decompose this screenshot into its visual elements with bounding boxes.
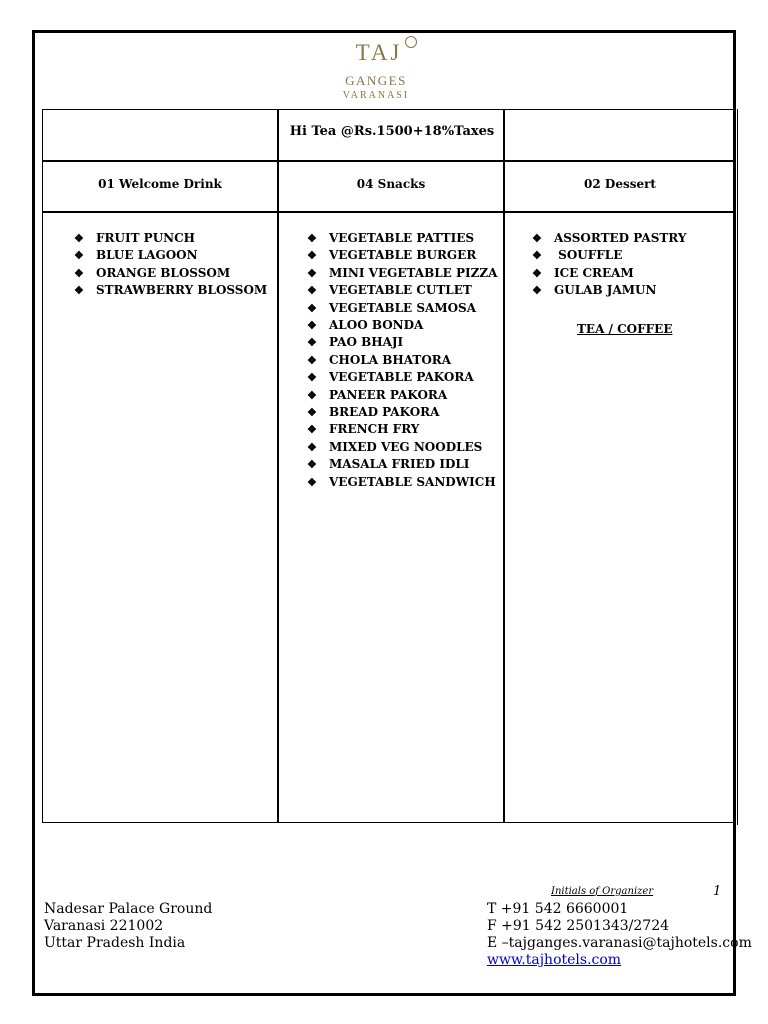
logo-line2: VARANASI: [342, 90, 410, 101]
diamond-bullet-icon: ❖: [74, 249, 84, 263]
address-line: Varanasi 221002: [44, 918, 164, 934]
diamond-bullet-icon: ❖: [307, 406, 317, 420]
diamond-bullet-icon: ❖: [307, 388, 317, 402]
snack-list: [307, 230, 497, 491]
menu-item: [307, 230, 497, 247]
menu-item: [307, 404, 497, 421]
diamond-bullet-icon: ❖: [307, 301, 317, 315]
menu-item-label: BREAD PAKORA: [329, 405, 440, 420]
logo-line1: GANGES: [345, 73, 407, 88]
column-divider: [277, 110, 279, 822]
column-header-dessert: 02 Dessert: [584, 177, 656, 191]
diamond-bullet-icon: ❖: [532, 249, 542, 263]
menu-item: [74, 230, 267, 247]
menu-item: [307, 439, 497, 456]
menu-item-label: PAO BHAJI: [329, 335, 404, 350]
page-number: 1: [713, 884, 722, 899]
diamond-bullet-icon: ❖: [307, 353, 317, 367]
menu-item: [532, 247, 686, 264]
dessert-list: [532, 230, 686, 300]
menu-item-label: ICE CREAM: [554, 265, 634, 280]
menu-item: [307, 456, 497, 473]
menu-item: [307, 369, 497, 386]
menu-item-label: STRAWBERRY BLOSSOM: [96, 283, 268, 298]
menu-item-label: VEGETABLE SANDWICH: [329, 474, 496, 489]
menu-item: [307, 334, 497, 351]
diamond-bullet-icon: ❖: [74, 232, 84, 245]
diamond-bullet-icon: ❖: [307, 458, 317, 472]
menu-item-label: ASSORTED PASTRY: [554, 231, 687, 245]
fax-number: F +91 542 2501343/2724: [487, 918, 670, 934]
diamond-bullet-icon: ❖: [307, 371, 317, 385]
menu-item-label: FRENCH FRY: [329, 422, 420, 437]
menu-item: [307, 474, 497, 491]
diamond-bullet-icon: ❖: [307, 266, 317, 280]
menu-item-label: VEGETABLE SAMOSA: [329, 300, 477, 315]
address-block: [44, 901, 212, 952]
menu-item-label: CHOLA BHATORA: [329, 352, 452, 367]
phone-number: T +91 542 6660001: [487, 901, 629, 917]
menu-item-label: SOUFFLE: [554, 248, 623, 263]
tea-coffee-note: TEA / COFFEE: [577, 322, 673, 336]
menu-item-label: VEGETABLE CUTLET: [329, 283, 472, 298]
diamond-bullet-icon: ❖: [307, 475, 317, 489]
menu-item: [307, 265, 497, 282]
diamond-bullet-icon: ❖: [307, 440, 317, 454]
diamond-bullet-icon: ❖: [307, 284, 317, 298]
diamond-bullet-icon: ❖: [74, 266, 84, 280]
menu-item-label: PANEER PAKORA: [329, 387, 448, 402]
menu-item: [307, 421, 497, 438]
menu-item-label: ALOO BONDA: [329, 318, 424, 333]
diamond-bullet-icon: ❖: [532, 232, 542, 245]
menu-item-label: GULAB JAMUN: [554, 283, 657, 298]
menu-item-label: MIXED VEG NOODLES: [329, 439, 483, 454]
diamond-bullet-icon: ❖: [307, 423, 317, 437]
menu-item: [532, 265, 686, 282]
menu-item: [307, 282, 497, 299]
table-divider: [43, 160, 735, 162]
menu-item-label: VEGETABLE BURGER: [329, 248, 477, 263]
menu-table: [42, 109, 736, 823]
diamond-bullet-icon: ❖: [307, 232, 317, 245]
column-divider: [503, 110, 505, 822]
email-address: E –tajganges.varanasi@tajhotels.com: [487, 935, 752, 951]
menu-item: [307, 300, 497, 317]
menu-title: Hi Tea @Rs.1500+18%Taxes: [289, 124, 495, 139]
menu-item: [307, 317, 497, 334]
diamond-bullet-icon: ❖: [532, 284, 542, 298]
menu-item: [532, 282, 686, 299]
menu-item-label: MASALA FRIED IDLI: [329, 457, 470, 472]
menu-item-label: ORANGE BLOSSOM: [96, 265, 231, 280]
diamond-bullet-icon: ❖: [307, 249, 317, 263]
table-edge: [737, 109, 739, 825]
menu-item-label: VEGETABLE PATTIES: [329, 231, 475, 245]
diamond-bullet-icon: ❖: [74, 284, 84, 298]
menu-item-label: VEGETABLE PAKORA: [329, 370, 474, 385]
website-link[interactable]: www.tajhotels.com: [487, 952, 622, 968]
menu-item: [74, 247, 267, 264]
menu-item-label: MINI VEGETABLE PIZZA: [329, 265, 498, 280]
contact-block: [487, 901, 752, 969]
drink-list: [74, 230, 267, 300]
initials-label: Initials of Organizer: [551, 886, 654, 897]
table-divider: [43, 211, 735, 213]
column-header-drinks: 01 Welcome Drink: [98, 177, 222, 191]
menu-item: [307, 387, 497, 404]
menu-item: [307, 352, 497, 369]
address-line: Uttar Pradesh India: [44, 935, 186, 951]
menu-item: [532, 230, 686, 247]
diamond-bullet-icon: ❖: [532, 266, 542, 280]
menu-item: [74, 265, 267, 282]
address-line: Nadesar Palace Ground: [44, 901, 213, 917]
column-header-snacks: 04 Snacks: [356, 177, 426, 191]
diamond-bullet-icon: ❖: [307, 336, 317, 350]
menu-item-label: FRUIT PUNCH: [96, 231, 196, 245]
menu-item-label: BLUE LAGOON: [96, 248, 198, 263]
logo-brand: TAJ: [355, 40, 403, 65]
diamond-bullet-icon: ❖: [307, 319, 317, 333]
menu-item: [74, 282, 267, 299]
menu-item: [307, 247, 497, 264]
